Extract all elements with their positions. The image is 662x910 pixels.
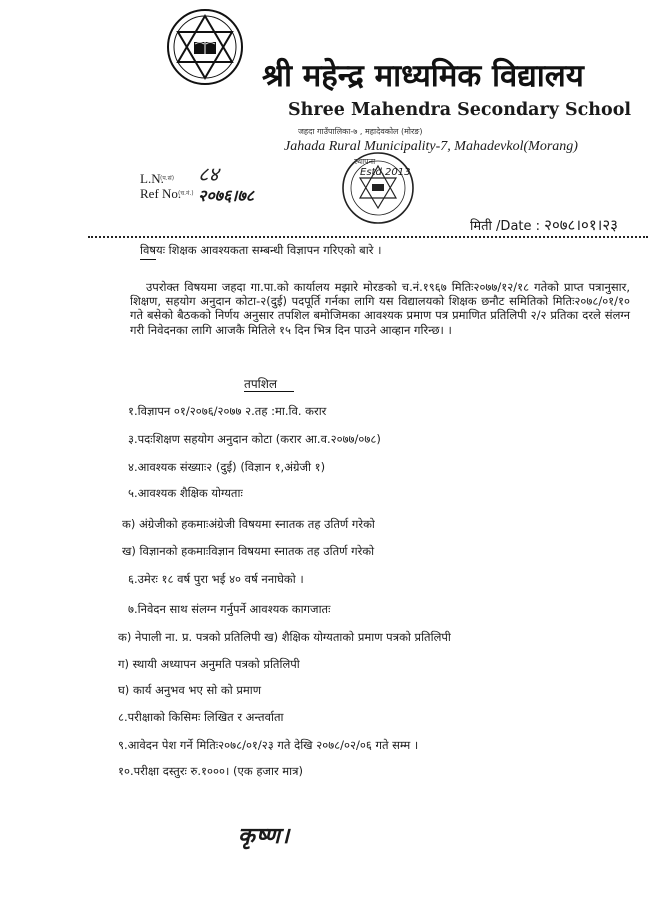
date-value: २०७८।०१।२३ [544, 216, 618, 234]
list-item: ५.आवश्यक शैक्षिक योग्यताः [128, 486, 243, 500]
ln-value: ८४ [198, 164, 219, 186]
ln-label: L.N. [140, 171, 164, 186]
subject-underline [140, 259, 156, 260]
list-item: ६.उमेरः १८ वर्ष पुरा भई ४० वर्ष ननाघेको । [128, 572, 304, 586]
list-item: १०.परीक्षा दस्तुरः रु.१०००। (एक हजार मात्र) [118, 764, 303, 778]
list-item: ९.आवेदन पेश गर्ने मितिः२०७८/०१/२३ गते देखि २०७८/०२/०६ गते सम्म । [118, 738, 419, 752]
subject-line [140, 243, 381, 258]
list-item: घ) कार्य अनुभव भए सो को प्रमाण [118, 683, 262, 697]
ref-value: २०७६।७८ [198, 188, 254, 205]
estd-year: Estd.2013 [360, 167, 411, 178]
ref-hint: (च.नं.) [178, 190, 194, 197]
school-seal-icon [340, 150, 416, 226]
date-line [470, 215, 618, 235]
list-item: ख) विज्ञानको हकमाःविज्ञान विषयमा स्नातक तह उतिर्ण गरेको [122, 544, 375, 558]
list-item: ग) स्थायी अध्यापन अनुमति पत्रको प्रतिलिपी [118, 657, 300, 671]
subject-label: विषयः [140, 243, 166, 257]
list-item: ४.आवश्यक संख्याः२ (दुई) (विज्ञान १,अंग्रेजी १) [128, 460, 326, 474]
list-item: ७.निवेदन साथ संलग्न गर्नुपर्ने आवश्यक कागजातः [128, 602, 331, 616]
address-nepali: जहदा गाउँपालिका-७ , महादेवकोल (मोरङ) [298, 127, 423, 136]
school-name-english: Shree Mahendra Secondary School [288, 100, 632, 120]
list-item: ८.परीक्षाको किसिमः लिखित र अन्तर्वाता [118, 710, 284, 724]
tapashil-heading: तपशिल [244, 377, 278, 391]
list-item: ३.पदःशिक्षण सहयोग अनुदान कोटा (करार आ.व.२०७७/०७८) [128, 432, 381, 446]
list-item: क) नेपाली ना. प्र. पत्रको प्रतिलिपी ख) शैक्षिक योग्यताको प्रमाण पत्रको प्रतिलिपी [118, 630, 451, 644]
tapashil-underline [244, 391, 294, 392]
subject-text: शिक्षक आवश्यकता सम्बन्धी विज्ञापन गरिएको बारे । [168, 243, 382, 257]
list-item: क) अंग्रेजीको हकमाःअंग्रेजी विषयमा स्नातक तह उतिर्ण गरेको [122, 517, 375, 531]
school-logo-icon [166, 6, 244, 88]
school-name-nepali: श्री महेन्द्र माध्यमिक विद्यालय [262, 58, 584, 94]
address-english: Jahada Rural Municipality-7, Mahadevkol(Morang) [284, 139, 578, 154]
ref-label: Ref No. [140, 186, 182, 201]
ln-hint: (प.सं) [160, 175, 175, 182]
estd-label-nepali: स्थापना [354, 157, 376, 166]
body-paragraph: उपरोक्त विषयमा जहदा गा.पा.को कार्यालय मझारे मोरङको च.नं.१९६७ मितिः२०७७/१२/१८ गतेको प्राप्त पत्रानुसार, शिक्षण, सहयोग अनुदान कोटा-२(दुई) पदपूर्ति गर्नका लागि यस विद्यालयको शिक्षक छनौट समितिको मितिः२०७८/०१/१० गते बसेको बैठकको निर्णय अनुसार तपशिल बमोजिमका आवश्यक प्रमाण पत्र प्रमाणित प्रतिलिपी २/२ प्रतिका दरले संलग्न गरी निवेदनका लागि आजकै मितिले १५ दिन भित्र दिन पाउने आव्हान गरिन्छ। । [130, 280, 630, 337]
list-item: १.विज्ञापन ०१/२०७६/२०७७ २.तह :मा.वि. करार [128, 404, 327, 418]
date-label: मिती /Date : [470, 219, 541, 234]
handwritten-signature: कृष्ण। [238, 824, 291, 849]
header-divider [88, 236, 648, 238]
